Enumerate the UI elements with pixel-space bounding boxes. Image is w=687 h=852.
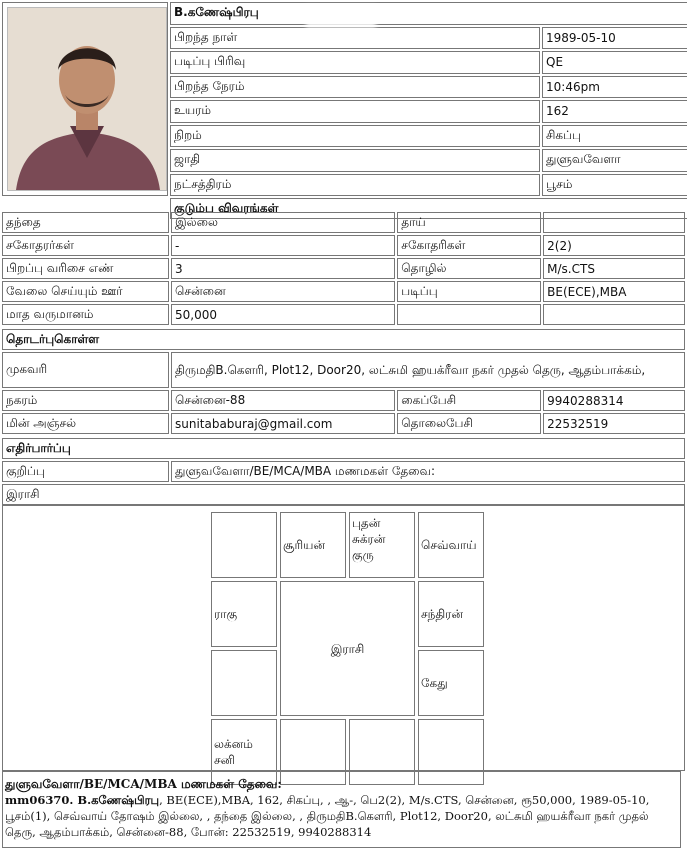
rasi-house bbox=[349, 512, 415, 578]
address-label: முகவரி bbox=[2, 352, 169, 388]
rasi-house bbox=[280, 512, 346, 578]
rasi-house bbox=[418, 650, 484, 716]
brothers-label: சகோதரர்கள் bbox=[2, 235, 169, 256]
birth-order-label: பிறப்பு வரிசை எண் bbox=[2, 258, 169, 279]
summary-box bbox=[2, 771, 681, 848]
profile-table bbox=[0, 0, 687, 221]
rasi-house bbox=[418, 512, 484, 578]
rasi-planet: சந்திரன் bbox=[421, 607, 464, 621]
note-value: துளுவவேளா/BE/MCA/MBA மணமகள் தேவை: bbox=[171, 461, 685, 482]
table-row bbox=[2, 461, 685, 482]
job-value: M/s.CTS bbox=[543, 258, 685, 279]
city-value: சென்னை-88 bbox=[171, 390, 395, 411]
caste-label: ஜாதி bbox=[170, 149, 540, 172]
rasi-planet: ராகு bbox=[214, 607, 238, 621]
study-branch-value: QE bbox=[542, 51, 687, 74]
rasi-planet: குரு bbox=[352, 548, 374, 562]
complexion-value: சிகப்பு bbox=[542, 125, 687, 148]
table-row bbox=[2, 304, 685, 325]
expectation-section-title: எதிர்பார்ப்பு bbox=[2, 438, 685, 459]
star-label: நட்சத்திரம் bbox=[170, 174, 540, 197]
summary-text: , BE(ECE),MBA, 162, சிகப்பு, , ஆ-, பெ2(2), M/s.CTS, சென்னை, ரூ50,000, 1989-05-10, பூசம்(1), செவ்வாய் தோஷம் இல்லை, , தந்தை இல்லை, , திருமதிB.கௌரி, Plot12, Door20, லட்சுமி ஹயக்ரீவா நகர் முதல் தெரு, ஆதம்பாக்கம், சென்னை-88, போன்: 22532519, 9940288314 bbox=[5, 793, 650, 839]
rasi-planet: புதன் bbox=[352, 516, 381, 530]
rasi-center: இராசி bbox=[280, 581, 415, 716]
contact-section-title: தொடர்புகொள்ள bbox=[2, 329, 685, 350]
education-value: BE(ECE),MBA bbox=[543, 281, 685, 302]
rasi-chart bbox=[208, 509, 487, 788]
email-label: மின் அஞ்சல் bbox=[2, 413, 169, 434]
table-row bbox=[2, 281, 685, 302]
rasi-planet: சுக்ரன் bbox=[352, 532, 386, 546]
family-section-title: குடும்ப விவரங்கள் bbox=[170, 198, 687, 219]
summary-id-name: mm06370. B.கணேஷ்பிரபு bbox=[5, 793, 160, 807]
email-value[interactable]: sunitababuraj@gmail.com bbox=[171, 413, 395, 434]
income-value: 50,000 bbox=[171, 304, 395, 325]
photo-cell bbox=[2, 2, 168, 196]
contact-table bbox=[0, 327, 687, 436]
rasi-label: இராசி bbox=[2, 484, 685, 505]
phone-label: தொலைபேசி bbox=[397, 413, 541, 434]
income-label: மாத வருமானம் bbox=[2, 304, 169, 325]
table-row bbox=[2, 352, 685, 388]
birth-time-label: பிறந்த நேரம் bbox=[170, 76, 540, 99]
birth-date-label: பிறந்த நாள் bbox=[170, 27, 540, 50]
rasi-planet: கேது bbox=[421, 676, 448, 690]
complexion-label: நிறம் bbox=[170, 125, 540, 148]
empty-cell bbox=[543, 304, 685, 325]
brothers-value: - bbox=[171, 235, 395, 256]
table-row bbox=[2, 258, 685, 279]
father-value: இல்லை bbox=[171, 212, 395, 233]
city-label: நகரம் bbox=[2, 390, 169, 411]
table-row bbox=[2, 413, 685, 434]
name-redaction bbox=[306, 6, 376, 28]
education-label: படிப்பு bbox=[397, 281, 541, 302]
expectation-table bbox=[0, 436, 687, 507]
rasi-house bbox=[211, 581, 277, 647]
rasi-planet: செவ்வாய் bbox=[421, 538, 477, 552]
caste-value: துளுவவேளா bbox=[542, 149, 687, 172]
rasi-house bbox=[211, 512, 277, 578]
father-label: தந்தை bbox=[2, 212, 169, 233]
summary-text-block bbox=[5, 792, 678, 840]
empty-cell bbox=[397, 304, 541, 325]
sisters-label: சகோதரிகள் bbox=[397, 235, 541, 256]
rasi-planet: சூரியன் bbox=[283, 538, 326, 552]
star-value: பூசம் bbox=[542, 174, 687, 197]
rasi-house bbox=[418, 581, 484, 647]
rasi-planet: சனி bbox=[214, 753, 235, 767]
person-photo-icon bbox=[8, 8, 166, 190]
mobile-value: 9940288314 bbox=[543, 390, 685, 411]
table-row bbox=[2, 390, 685, 411]
mother-label: தாய் bbox=[397, 212, 541, 233]
work-city-value: சென்னை bbox=[171, 281, 395, 302]
birth-time-value: 10:46pm bbox=[542, 76, 687, 99]
height-value: 162 bbox=[542, 100, 687, 123]
rasi-chart-container bbox=[2, 505, 685, 771]
birth-date-value: 1989-05-10 bbox=[542, 27, 687, 50]
table-row bbox=[2, 212, 685, 233]
address-value: திருமதிB.கௌரி, Plot12, Door20, லட்சுமி ஹயக்ரீவா நகர் முதல் தெரு, ஆதம்பாக்கம், bbox=[171, 352, 685, 388]
summary-title: துளுவவேளா/BE/MCA/MBA மணமகள் தேவை: bbox=[5, 777, 282, 791]
work-city-label: வேலை செய்யும் ஊர் bbox=[2, 281, 169, 302]
note-label: குறிப்பு bbox=[2, 461, 169, 482]
height-label: உயரம் bbox=[170, 100, 540, 123]
profile-name: B.கணேஷ்பிரபு bbox=[170, 2, 687, 25]
profile-photo bbox=[7, 7, 167, 191]
mobile-label: கைப்பேசி bbox=[397, 390, 541, 411]
family-table bbox=[0, 210, 687, 327]
rasi-planet: லக்னம் bbox=[214, 737, 253, 751]
birth-order-value: 3 bbox=[171, 258, 395, 279]
table-row bbox=[2, 235, 685, 256]
rasi-house bbox=[211, 650, 277, 716]
mother-value bbox=[543, 212, 685, 233]
phone-value: 22532519 bbox=[543, 413, 685, 434]
study-branch-label: படிப்பு பிரிவு bbox=[170, 51, 540, 74]
job-label: தொழில் bbox=[397, 258, 541, 279]
sisters-value: 2(2) bbox=[543, 235, 685, 256]
